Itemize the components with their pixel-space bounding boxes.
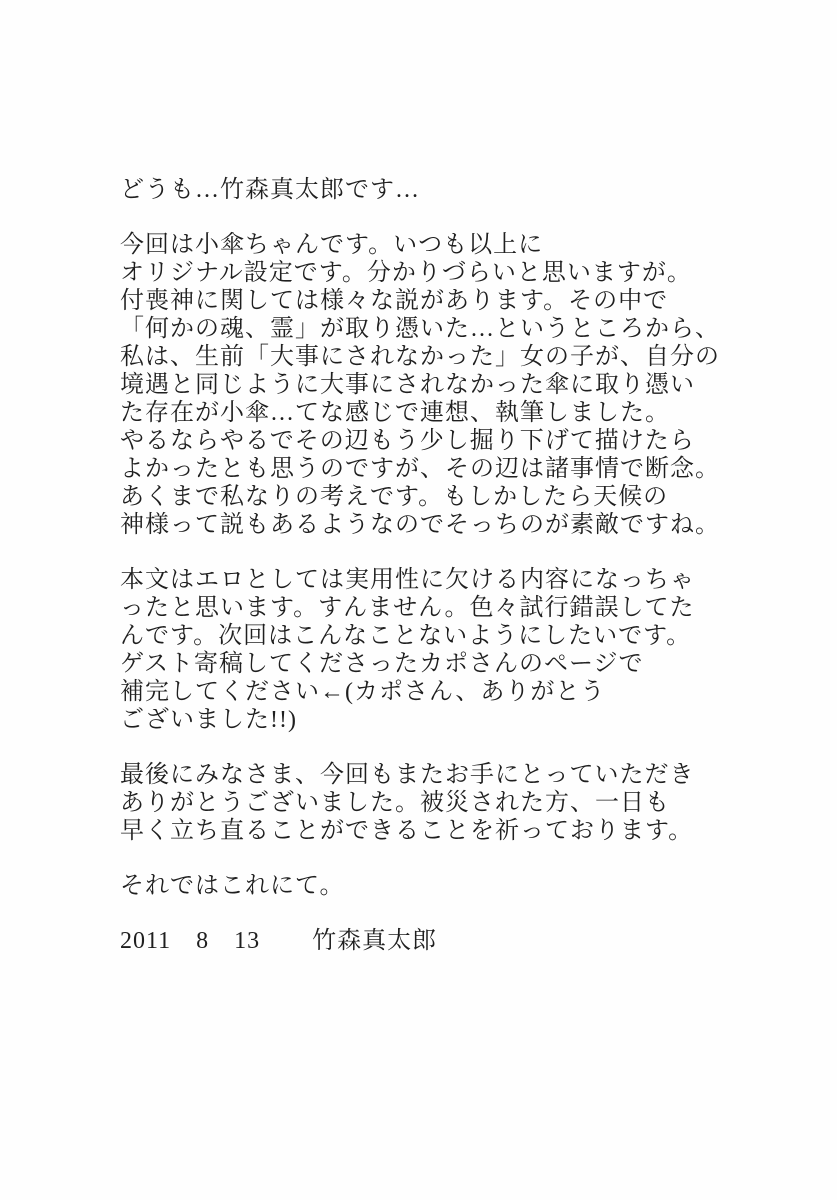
paragraph [120,761,747,845]
text-line: た存在が小傘…てな感じで連想、執筆しました。 [120,400,670,426]
text-line: んです。次回はこんなことないようにしたいです。 [120,623,692,649]
afterword-paragraphs [120,176,747,900]
text-line: 今回は小傘ちゃんです。いつも以上に [120,232,544,258]
paragraph [120,176,747,204]
text-line: それではこれにて。 [120,873,345,899]
text-line: 補完してください←(カポさん、ありがとう [120,679,606,705]
text-line: 「何かの魂、霊」が取り憑いた…というところから、 [120,316,720,342]
signature-line [120,927,747,955]
publication-date: 2011 8 13 [120,928,261,954]
text-line: 本文はエロとしては実用性に欠ける内容になっちゃ [120,567,695,593]
text-line: どうも…竹森真太郎です… [120,177,420,203]
text-line: やるならやるでその辺もう少し掘り下げて描けたら [120,428,695,454]
text-line: あくまで私なりの考えです。もしかしたら天候の [120,484,669,510]
text-line: 最後にみなさま、今回もまたお手にとっていただき [120,762,695,788]
text-line: ございました!!) [120,707,297,733]
paragraph [120,566,747,734]
text-line: よかったとも思うのですが、その辺は諸事情で断念。 [120,456,720,482]
text-line: 境遇と同じように大事にされなかった傘に取り憑い [120,372,695,398]
text-line: オリジナル設定です。分かりづらいと思いますが。 [120,260,692,286]
text-line: ありがとうございました。被災された方、一日も [120,790,670,816]
text-line: 早く立ち直ることができることを祈っております。 [120,818,694,844]
text-line: 付喪神に関しては様々な説があります。その中で [120,288,669,314]
afterword-text-block [120,176,747,955]
paragraph [120,231,747,539]
text-line: ったと思います。すんません。色々試行錯誤してた [120,595,695,621]
text-line: 私は、生前「大事にされなかった」女の子が、自分の [120,344,720,370]
paragraph [120,872,747,900]
text-line: ゲスト寄稿してくださったカポさんのページで [120,651,644,677]
text-line: 神様って説もあるようなのでそっちのが素敵ですね。 [120,512,720,538]
author-name: 竹森真太郎 [312,928,438,954]
